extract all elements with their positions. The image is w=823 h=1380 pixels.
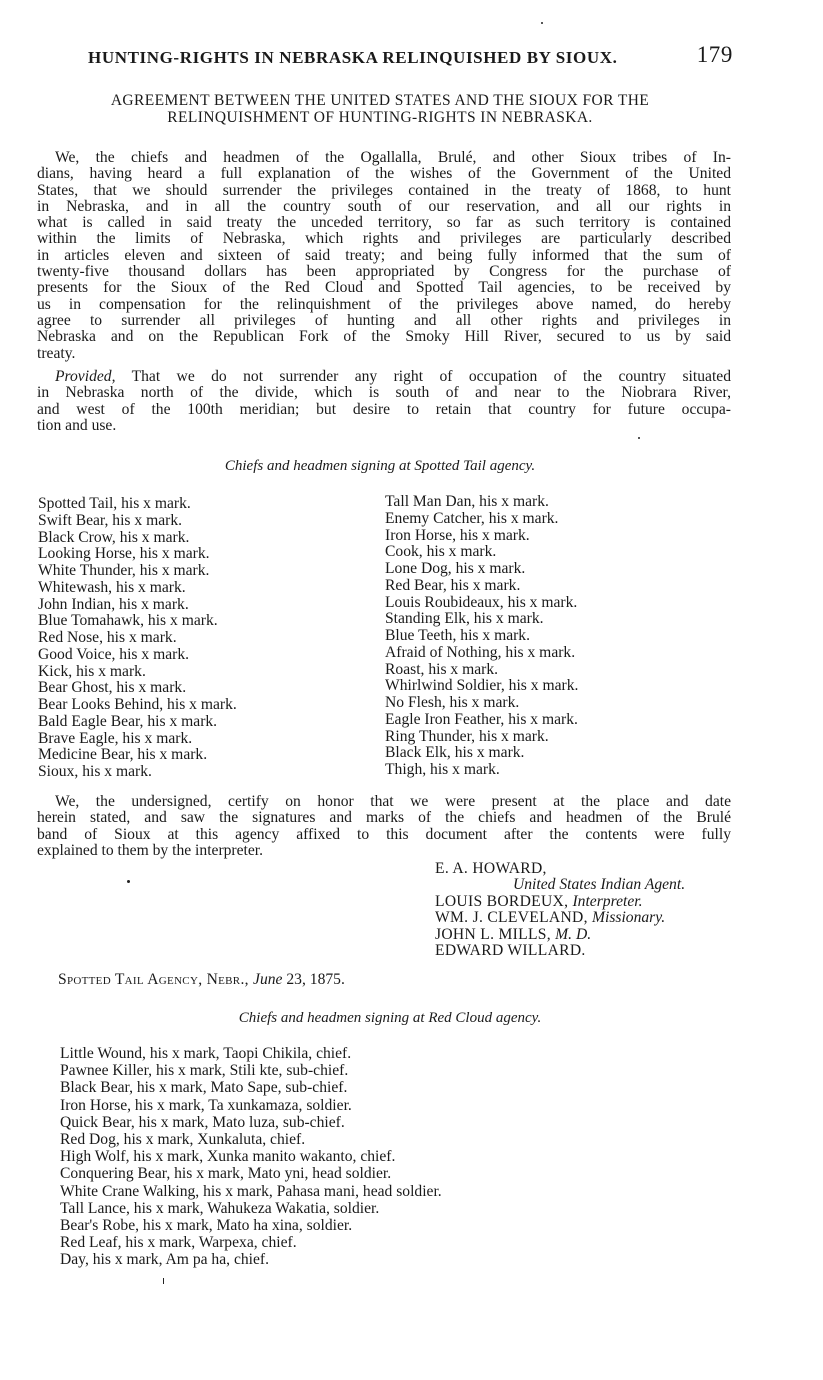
witness-role: Missionary. [592, 909, 666, 927]
witness-name: JOHN L. MILLS, [435, 925, 556, 943]
print-speck [638, 437, 640, 439]
certification-line: explained to them by the interpreter. [37, 841, 264, 859]
certification-line: band of Sioux at this agency affixed to this document after the contents were fully [37, 825, 731, 843]
spotted-tail-heading: Chiefs and headmen signing at Spotted Tail agency. [224, 458, 536, 474]
paragraph-line: in Nebraska, and in all the country south of our reservation, and all our rights in [37, 197, 731, 215]
signatory: Black Bear, his x mark, Mato Sape, sub-chief. [60, 1079, 348, 1097]
paragraph-line: treaty. [37, 344, 76, 362]
spotted-tail-right-column [385, 494, 578, 779]
witness-mills [435, 927, 685, 943]
witness-name: WM. J. CLEVELAND, [435, 909, 592, 927]
signatory: Red Nose, his x mark. [38, 629, 177, 646]
signatory: Ring Thunder, his x mark. [385, 727, 549, 745]
signatory: No Flesh, his x mark. [385, 694, 520, 711]
signatory: Louis Roubideaux, his x mark. [385, 593, 578, 611]
signatory: Afraid of Nothing, his x mark. [385, 643, 576, 661]
signatory: Sioux, his x mark. [38, 763, 152, 780]
signatory: White Thunder, his x mark. [38, 562, 210, 579]
signatory: Thigh, his x mark. [385, 761, 500, 778]
witness-howard-role: United States Indian Agent. [513, 876, 686, 894]
paragraph-line: dians, having heard a full explanation of the wishes of the Government of the United [37, 165, 731, 183]
print-speck [163, 1278, 164, 1284]
signatory: Quick Bear, his x mark, Mato luza, sub-chief. [60, 1113, 345, 1131]
certification-line: We, the undersigned, certify on honor that we were present at the place and date [55, 793, 731, 810]
dateline-place: Spotted Tail Agency, Nebr., [58, 971, 254, 988]
certification-paragraph [37, 794, 731, 859]
signatory: Whitewash, his x mark. [38, 578, 186, 596]
witness-name: LOUIS BORDEUX, [435, 892, 573, 910]
proviso-paragraph [37, 369, 731, 434]
signatory: John Indian, his x mark. [38, 595, 189, 613]
signatory: Bald Eagle Bear, his x mark. [38, 712, 218, 730]
paragraph-line: in articles eleven and sixteen of said treaty; and being fully informed that the sum of [37, 246, 731, 264]
print-speck [541, 22, 543, 24]
signatory: Blue Tomahawk, his x mark. [38, 612, 218, 630]
signatory: Bear's Robe, his x mark, Mato ha xina, soldier. [60, 1217, 353, 1235]
signatory: Enemy Catcher, his x mark. [385, 509, 559, 527]
paragraph-line: us in compensation for the relinquishment of the privileges above named, do hereby [37, 295, 731, 313]
signatory: Eagle Iron Feather, his x mark. [385, 710, 578, 728]
proviso-line: in Nebraska north of the divide, which is south of and near to the Niobrara River, [37, 384, 731, 402]
signatory: Red Bear, his x mark. [385, 576, 521, 594]
dateline-month: June [253, 971, 283, 988]
signatory: Iron Horse, his x mark, Ta xunkamaza, soldier. [60, 1096, 352, 1114]
signatory: Bear Looks Behind, his x mark. [38, 696, 237, 713]
signatory: Whirlwind Soldier, his x mark. [385, 677, 579, 695]
signatory: Medicine Bear, his x mark. [38, 746, 208, 764]
agreement-title [30, 92, 730, 126]
certification-line: herein stated, and saw the signatures and marks of the chiefs and headmen of the Brulé [37, 809, 731, 827]
signatory: Day, his x mark, Am pa ha, chief. [60, 1251, 270, 1269]
red-cloud-signatories [60, 1045, 442, 1269]
paragraph-line: within the limits of Nebraska, which rights and privileges are particularly described [37, 230, 731, 248]
signatory: Roast, his x mark. [385, 660, 499, 678]
signatory: High Wolf, his x mark, Xunka manito wakanto, chief. [60, 1148, 396, 1166]
spotted-tail-left-column [38, 496, 237, 781]
red-cloud-heading: Chiefs and headmen signing at Red Cloud agency. [238, 1010, 542, 1026]
paragraph-line: Nebraska and on the Republican Fork of the Smoky Hill River, secured to us by said [37, 328, 731, 346]
proviso-line: tion and use. [37, 416, 117, 434]
proviso-line [37, 369, 731, 385]
signatory: Little Wound, his x mark, Taopi Chikila, chief. [60, 1045, 352, 1062]
page-number: 179 [696, 42, 733, 67]
running-head-title: HUNTING-RIGHTS IN NEBRASKA RELINQUISHED BY SIOUX. [88, 48, 618, 67]
signatory: Iron Horse, his x mark. [385, 526, 530, 544]
signatory: Tall Man Dan, his x mark. [385, 493, 549, 510]
witness-howard: E. A. HOWARD, [435, 860, 547, 877]
dateline [58, 971, 345, 989]
signatory: Blue Teeth, his x mark. [385, 627, 531, 644]
paragraph-line: what is called in said treaty the unceded territory, so far as such territory is contained [37, 214, 731, 232]
signatory: Swift Bear, his x mark. [38, 511, 183, 529]
signatory: Red Leaf, his x mark, Warpexa, chief. [60, 1234, 297, 1252]
signatory: Tall Lance, his x mark, Wahukeza Wakatia, soldier. [60, 1199, 380, 1217]
signatory: Black Crow, his x mark. [38, 528, 190, 546]
signatory: Kick, his x mark. [38, 662, 146, 680]
paragraph-line: States, that we should surrender the privileges contained in the treaty of 1868, to hunt [37, 181, 731, 199]
paragraph-line: agree to surrender all privileges of hunting and all other rights and privileges in [37, 311, 731, 329]
paragraph-line: We, the chiefs and headmen of the Ogallalla, Brulé, and other Sioux tribes of In- [55, 149, 731, 166]
witness-bordeux [435, 894, 685, 910]
signatory: Spotted Tail, his x mark. [38, 495, 191, 512]
signatory: Lone Dog, his x mark. [385, 560, 526, 577]
paragraph-line: twenty-five thousand dollars has been appropriated by Congress for the purchase of [37, 263, 731, 281]
title-line: AGREEMENT BETWEEN THE UNITED STATES AND THE SIOUX FOR THE [110, 92, 650, 109]
signatory: Good Voice, his x mark. [38, 645, 190, 663]
signatory: Black Elk, his x mark. [385, 744, 525, 762]
witness-willard: EDWARD WILLARD. [435, 942, 586, 960]
signatory: Red Dog, his x mark, Xunkaluta, chief. [60, 1131, 306, 1149]
signatory: Cook, his x mark. [385, 543, 497, 561]
proviso-line: and west of the 100th meridian; but desire to retain that country for future occupa- [37, 400, 731, 418]
signatory: Conquering Bear, his x mark, Mato yni, head soldier. [60, 1165, 392, 1183]
witness-cleveland [435, 910, 685, 926]
signatory: Pawnee Killer, his x mark, Stili kte, sub-chief. [60, 1062, 349, 1080]
agreement-paragraph [37, 150, 731, 362]
witness-role: Interpreter. [572, 892, 643, 910]
print-speck [127, 880, 130, 883]
proviso-lead: Provided, [55, 368, 116, 385]
signatory: White Crane Walking, his x mark, Pahasa mani, head soldier. [60, 1182, 442, 1200]
proviso-text: That we do not surrender any right of occupation of the country situated [115, 368, 731, 385]
signatory: Bear Ghost, his x mark. [38, 679, 187, 697]
signatory: Looking Horse, his x mark. [38, 545, 210, 563]
witness-role: M. D. [555, 925, 592, 943]
dateline-day-year: 23, 1875. [282, 971, 345, 988]
witness-signatures [435, 861, 685, 959]
signatory: Standing Elk, his x mark. [385, 610, 544, 628]
signatory: Brave Eagle, his x mark. [38, 729, 193, 747]
paragraph-line: presents for the Sioux of the Red Cloud and Spotted Tail agencies, to be received by [37, 279, 731, 297]
title-line: RELINQUISHMENT OF HUNTING-RIGHTS IN NEBRASKA. [167, 109, 593, 126]
